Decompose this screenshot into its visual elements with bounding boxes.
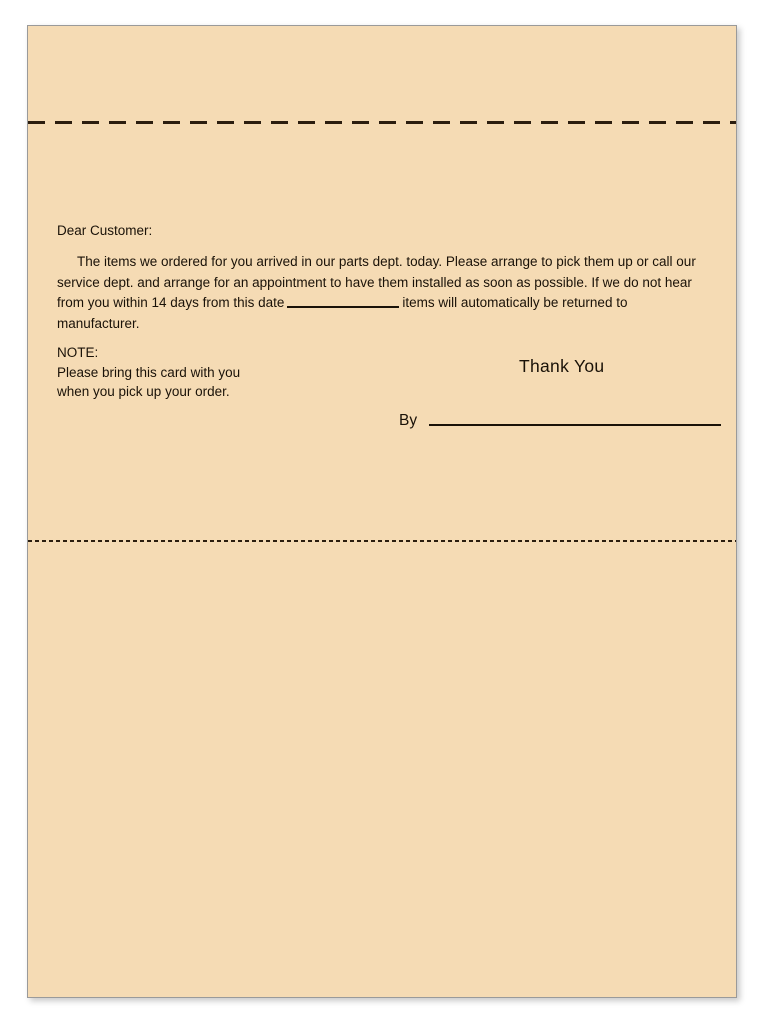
note-line-2: when you pick up your order. — [57, 384, 230, 399]
note-heading: NOTE: — [57, 345, 99, 360]
signature-blank-field[interactable] — [429, 424, 721, 426]
body-paragraph-part-1: The items we ordered for you arrived in our parts dept. today. Please arrange to pick them up or call our service dept. and arrange for an appointment to have them installed as soon as possible. If we do not hear from you within 14 days from this date — [57, 254, 696, 310]
salutation-text: Dear Customer: — [57, 223, 153, 238]
body-paragraph — [57, 252, 712, 334]
note-line-1: Please bring this card with you — [57, 364, 241, 380]
top-perforation-line — [28, 121, 736, 124]
bottom-perforation-line — [28, 540, 736, 542]
body-paragraph-part-2: items will automatically be returned to manufacturer. — [57, 295, 628, 331]
thank-you-text: Thank You — [519, 356, 605, 376]
parts-arrival-notice-card — [27, 25, 737, 998]
date-blank-field[interactable] — [287, 293, 399, 308]
note-block — [57, 343, 712, 402]
signature-row — [399, 413, 721, 429]
letter-content — [57, 222, 712, 429]
signature-label: By — [399, 412, 418, 429]
